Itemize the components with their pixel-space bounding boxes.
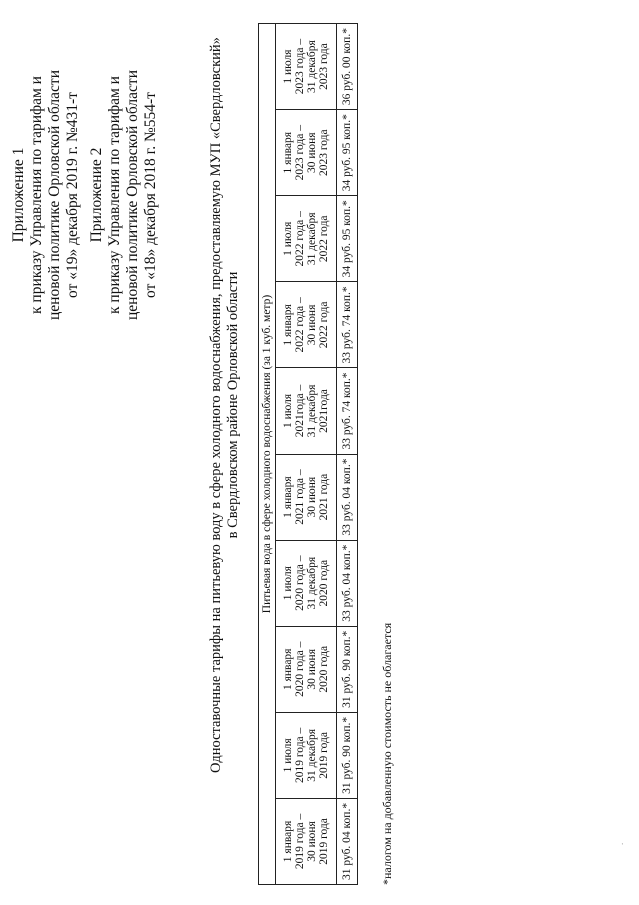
- period-line: 2021 года: [318, 473, 330, 521]
- period-line: 2023 года: [318, 129, 330, 177]
- period-line: 30 июня: [306, 821, 318, 862]
- period-cell: [276, 626, 337, 712]
- appendix-2-block: [88, 5, 160, 385]
- period-line: 30 июня: [306, 132, 318, 173]
- period-line: 2023 года: [318, 43, 330, 90]
- table-header-row: [259, 24, 276, 885]
- period-line: 1 июля: [282, 221, 294, 256]
- period-line: 2020 года: [318, 559, 330, 607]
- appendix-1-heading: Приложение 1: [10, 147, 27, 243]
- period-line: 31 декабря: [306, 384, 318, 438]
- period-line: 1 июля: [282, 566, 294, 601]
- footnote: *налогом на добавленную стоимость не облагается: [380, 622, 394, 885]
- period-line: 1 июля: [282, 393, 294, 429]
- period-line: 2021года –: [294, 384, 306, 438]
- group-header-cell: Питьевая вода в сфере холодного водоснабжения (за 1 куб. метр): [259, 24, 276, 885]
- period-line: 2020 года: [318, 645, 330, 693]
- tariff-value-cell: 31 руб. 90 коп.*: [337, 712, 358, 798]
- period-line: 2022 года: [318, 215, 330, 263]
- document-title: [208, 5, 242, 805]
- period-cell: [276, 712, 337, 798]
- period-line: 31 декабря: [306, 40, 318, 93]
- period-line: 2020 года –: [294, 641, 306, 697]
- period-line: 1 января: [282, 476, 294, 518]
- period-cell: [276, 798, 337, 884]
- period-line: 2021 года –: [294, 469, 306, 525]
- appendix-2-heading: Приложение 2: [88, 147, 105, 243]
- appendix-2-line: к приказу Управления по тарифам и: [106, 76, 123, 314]
- period-line: 1 января: [282, 648, 294, 691]
- period-cell: [276, 24, 337, 110]
- appendix-1-line: к приказу Управления по тарифам и: [28, 76, 45, 314]
- period-row: [276, 24, 337, 885]
- appendix-1-line: ценовой политике Орловской области: [46, 70, 63, 320]
- period-line: 1 июля: [282, 49, 294, 84]
- period-line: 31 декабря: [306, 728, 318, 782]
- period-line: 31 декабря: [306, 556, 318, 610]
- period-line: 1 января: [282, 131, 294, 174]
- period-line: 2023 года –: [294, 38, 306, 95]
- period-line: 31 декабря: [306, 212, 318, 266]
- period-line: 2021года: [318, 389, 330, 433]
- period-line: 1 июля: [282, 738, 294, 773]
- period-cell: [276, 110, 337, 196]
- period-line: 30 июня: [306, 304, 318, 346]
- period-line: 2019 года: [318, 818, 330, 865]
- period-line: 2023 года –: [294, 125, 306, 181]
- period-line: 2020 года –: [294, 555, 306, 611]
- period-line: 30 июня: [306, 476, 318, 518]
- page-mark: .: [615, 842, 625, 845]
- period-cell: [276, 368, 337, 454]
- tariff-value-cell: 34 руб. 95 коп.*: [337, 196, 358, 282]
- tariff-value-cell: 36 руб. 00 коп.*: [337, 24, 358, 110]
- tariff-value-cell: 31 руб. 04 коп.*: [337, 798, 358, 884]
- period-line: 2019 года –: [294, 813, 306, 870]
- period-cell: [276, 454, 337, 540]
- period-cell: [276, 196, 337, 282]
- period-line: 1 января: [282, 820, 294, 863]
- tariff-value-cell: 33 руб. 04 коп.*: [337, 454, 358, 540]
- period-line: 2022 года: [318, 301, 330, 349]
- title-line-1: Одноставочные тарифы на питьевую воду в сфере холодного водоснабжения, предоставляемую МУП «Свердловский»: [208, 37, 224, 773]
- tariff-table: [258, 23, 358, 885]
- tariff-value-cell: 33 руб. 74 коп.*: [337, 282, 358, 368]
- period-line: 30 июня: [306, 648, 318, 690]
- period-cell: [276, 282, 337, 368]
- value-row: [337, 24, 358, 885]
- appendix-2-line: от «18» декабря 2018 г. №554-т: [142, 92, 159, 298]
- period-line: 2019 года: [318, 732, 330, 779]
- appendix-1-line: от «19» декабря 2019 г. №431-т: [64, 92, 81, 298]
- period-cell: [276, 540, 337, 626]
- appendix-2-line: ценовой политике Орловской области: [124, 70, 141, 320]
- tariff-value-cell: 34 руб. 95 коп.*: [337, 110, 358, 196]
- period-line: 2022 года –: [294, 211, 306, 267]
- period-line: 2022 года –: [294, 297, 306, 353]
- tariff-value-cell: 33 руб. 74 коп.*: [337, 368, 358, 454]
- period-line: 2019 года –: [294, 727, 306, 784]
- title-line-2: в Свердловском районе Орловской области: [225, 271, 241, 539]
- period-line: 1 января: [282, 304, 294, 346]
- tariff-value-cell: 33 руб. 04 коп.*: [337, 540, 358, 626]
- appendix-1-block: [10, 15, 82, 375]
- tariff-value-cell: 31 руб. 90 коп.*: [337, 626, 358, 712]
